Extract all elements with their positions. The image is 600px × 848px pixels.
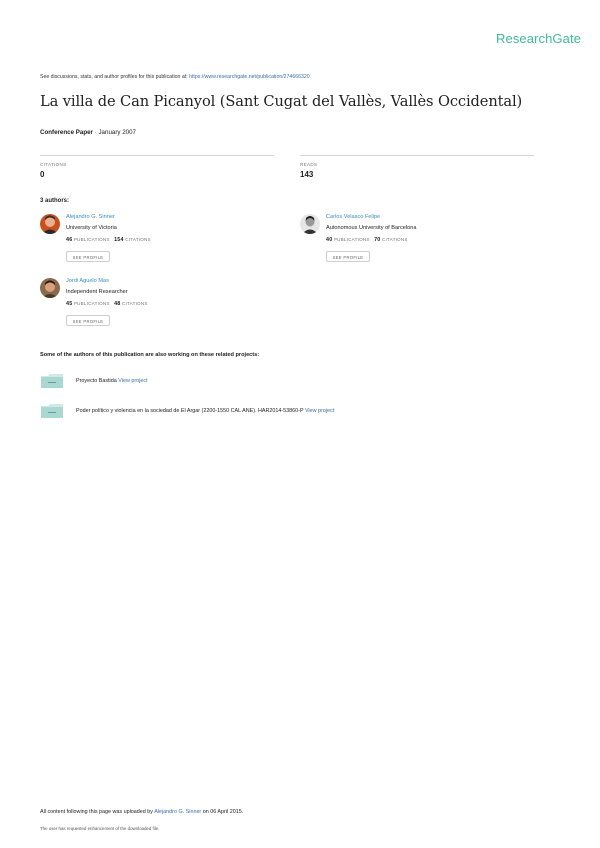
upload-suffix: on 06 April 2015. <box>201 809 244 815</box>
uploader-link[interactable]: Alejandro G. Sinner <box>154 809 202 815</box>
authors-heading: 3 authors: <box>40 198 70 204</box>
author-3-citations: 48 <box>114 301 121 307</box>
project-1 <box>76 378 148 384</box>
author-1-publications-label: PUBLICATIONS <box>73 237 110 242</box>
publication-title: La villa de Can Picanyol (Sant Cugat del Vallès, Vallès Occidental) <box>40 93 523 110</box>
author-1-citations: 154 <box>114 237 124 243</box>
author-2-citations: 70 <box>374 237 381 243</box>
author-2-name[interactable]: Carlos Velasco Felipe <box>326 214 381 220</box>
enhancement-note: The user has requested enhancement of the downloaded file. <box>40 826 160 831</box>
reads-label: READS <box>300 162 318 167</box>
author-1-name[interactable]: Alejandro G. Sinner <box>66 214 115 220</box>
author-2-see-profile-button[interactable]: SEE PROFILE <box>326 251 370 262</box>
author-2-citations-label: CITATIONS <box>381 237 408 242</box>
author-3-name[interactable]: Jordi Aguelo Mas <box>66 278 109 284</box>
reads-divider <box>300 155 534 156</box>
avatar-author-2[interactable] <box>300 214 320 234</box>
avatar-author-1[interactable] <box>40 214 60 234</box>
researchgate-logo[interactable]: ResearchGate <box>496 31 582 46</box>
projects-heading: Some of the authors of this publication are also working on these related projects: <box>40 352 260 358</box>
publication-meta <box>40 129 136 136</box>
reads-value: 143 <box>300 170 314 179</box>
author-3-affiliation: Independent Researcher <box>66 289 128 295</box>
author-1-publications: 46 <box>66 237 73 243</box>
project-folder-icon <box>41 374 63 388</box>
author-3-stats <box>66 301 148 307</box>
project-1-view-link[interactable]: View project <box>118 378 148 384</box>
author-3-citations-label: CITATIONS <box>121 301 148 306</box>
publication-type: Conference Paper <box>40 129 93 136</box>
author-2-stats <box>326 237 408 243</box>
author-1-citations-label: CITATIONS <box>125 237 151 242</box>
author-3-publications: 45 <box>66 301 73 307</box>
publication-date: · January 2007 <box>92 129 136 136</box>
project-2 <box>76 408 334 414</box>
author-1-see-profile-button[interactable]: SEE PROFILE <box>66 251 110 262</box>
avatar-author-3[interactable] <box>40 278 60 298</box>
author-3-see-profile-button[interactable]: SEE PROFILE <box>66 315 110 326</box>
author-2-publications-label: PUBLICATIONS <box>333 237 370 242</box>
author-3-publications-label: PUBLICATIONS <box>73 301 110 306</box>
upload-prefix: All content following this page was uploaded by <box>40 809 155 815</box>
author-2-publications: 40 <box>326 237 333 243</box>
project-folder-icon <box>41 404 63 418</box>
author-1-affiliation: University of Victoria <box>66 225 117 231</box>
author-2-affiliation: Autonomous University of Barcelona <box>326 225 417 231</box>
project-2-name: Poder político y violencia en la sociedad de El Argar (2200-1550 CAL ANE). HAR2014-53860-P <box>76 408 305 414</box>
citations-divider <box>40 155 274 156</box>
publication-url-line <box>40 74 310 80</box>
citations-value: 0 <box>40 170 45 179</box>
citations-label: CITATIONS <box>40 162 67 167</box>
see-prefix: See discussions, stats, and author profiles for this publication at: <box>40 74 190 80</box>
author-1-stats <box>66 237 151 243</box>
project-1-name: Proyecto Bastida <box>76 378 119 384</box>
publication-url-link[interactable]: https://www.researchgate.net/publication/274666320 <box>189 74 310 80</box>
project-2-view-link[interactable]: View project <box>304 408 335 414</box>
upload-note <box>40 809 243 815</box>
